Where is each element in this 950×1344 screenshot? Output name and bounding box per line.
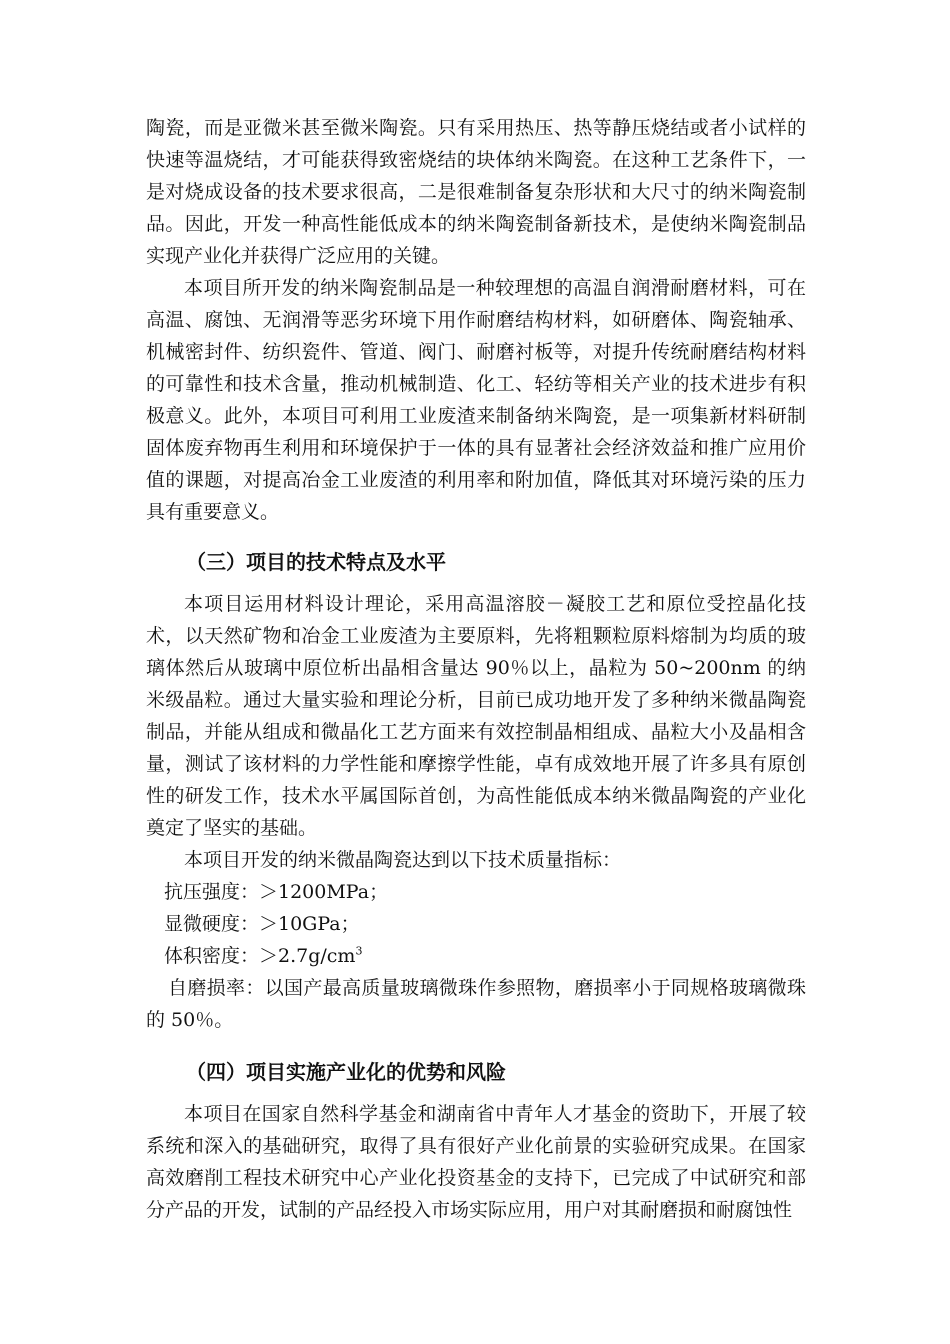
spec-self-wear-rate: 自磨损率：以国产最高质量玻璃微珠作参照物，磨损率小于同规格玻璃微珠的 50％。 [146, 977, 806, 1031]
paragraph-industrialization: 本项目在国家自然科学基金和湖南省中青年人才基金的资助下，开展了较系统和深入的基础研究，取得了具有很好产业化前景的实验研究成果。在国家高效磨削工程技术研究中心产业化投资基金的支持下，已完成了中试研究和部分产品的开发，试制的产品经投入市场实际应用，用户对其耐磨损和耐腐蚀性 [146, 1103, 806, 1221]
spec-bulk-density [146, 940, 806, 972]
section-heading-industrialization: （四）项目实施产业化的优势和风险 [186, 1060, 506, 1084]
paragraph-technical-approach: 本项目运用材料设计理论，采用高温溶胶－凝胶工艺和原位受控晶化技术，以天然矿物和冶金工业废渣为主要原料，先将粗颗粒原料熔制为均质的玻璃体然后从玻璃中原位析出晶相含量达 90％以上，晶粒为 50~200nm 的纳米级晶粒。通过大量实验和理论分析，目前已成功地开发了多种纳米微晶陶瓷制品，并能从组成和微晶化工艺方面来有效控制晶相组成、晶粒大小及晶相含量，测试了该材料的力学性能和摩擦学性能，卓有成效地开展了许多具有原创性的研发工作，技术水平属国际首创，为高性能低成本纳米微晶陶瓷的产业化奠定了坚实的基础。 [146, 593, 806, 839]
section-heading-technical-features: （三）项目的技术特点及水平 [186, 550, 446, 574]
paragraph-quality-intro: 本项目开发的纳米微晶陶瓷达到以下技术质量指标： [184, 849, 622, 871]
spec-compressive-strength: 抗压强度：＞1200MPa； [164, 881, 389, 903]
paragraph-continuation: 陶瓷，而是亚微米甚至微米陶瓷。只有采用热压、热等静压烧结或者小试样的快速等温烧结，才可能获得致密烧结的块体纳米陶瓷。在这种工艺条件下，一是对烧成设备的技术要求很高，二是很难制备复杂形状和大尺寸的纳米陶瓷制品。因此，开发一种高性能低成本的纳米陶瓷制备新技术，是使纳米陶瓷制品实现产业化并获得广泛应用的关键。 [146, 117, 806, 267]
spec-bulk-density-text: 体积密度：＞2.7g/cm [164, 945, 356, 967]
paragraph-application-significance: 本项目所开发的纳米陶瓷制品是一种较理想的高温自润滑耐磨材料，可在高温、腐蚀、无润滑等恶劣环境下用作耐磨结构材料，如研磨体、陶瓷轴承、机械密封件、纺织瓷件、管道、阀门、耐磨衬板等，对提升传统耐磨结构材料的可靠性和技术含量，推动机械制造、化工、轻纺等相关产业的技术进步有积极意义。此外，本项目可利用工业废渣来制备纳米陶瓷，是一项集新材料研制固体废弃物再生利用和环境保护于一体的具有显著社会经济效益和推广应用价值的课题，对提高冶金工业废渣的利用率和附加值，降低其对环境污染的压力具有重要意义。 [146, 277, 806, 523]
document-body [146, 112, 806, 1226]
spec-bulk-density-superscript: 3 [355, 944, 363, 958]
spec-microhardness: 显微硬度：＞10GPa； [164, 913, 360, 935]
